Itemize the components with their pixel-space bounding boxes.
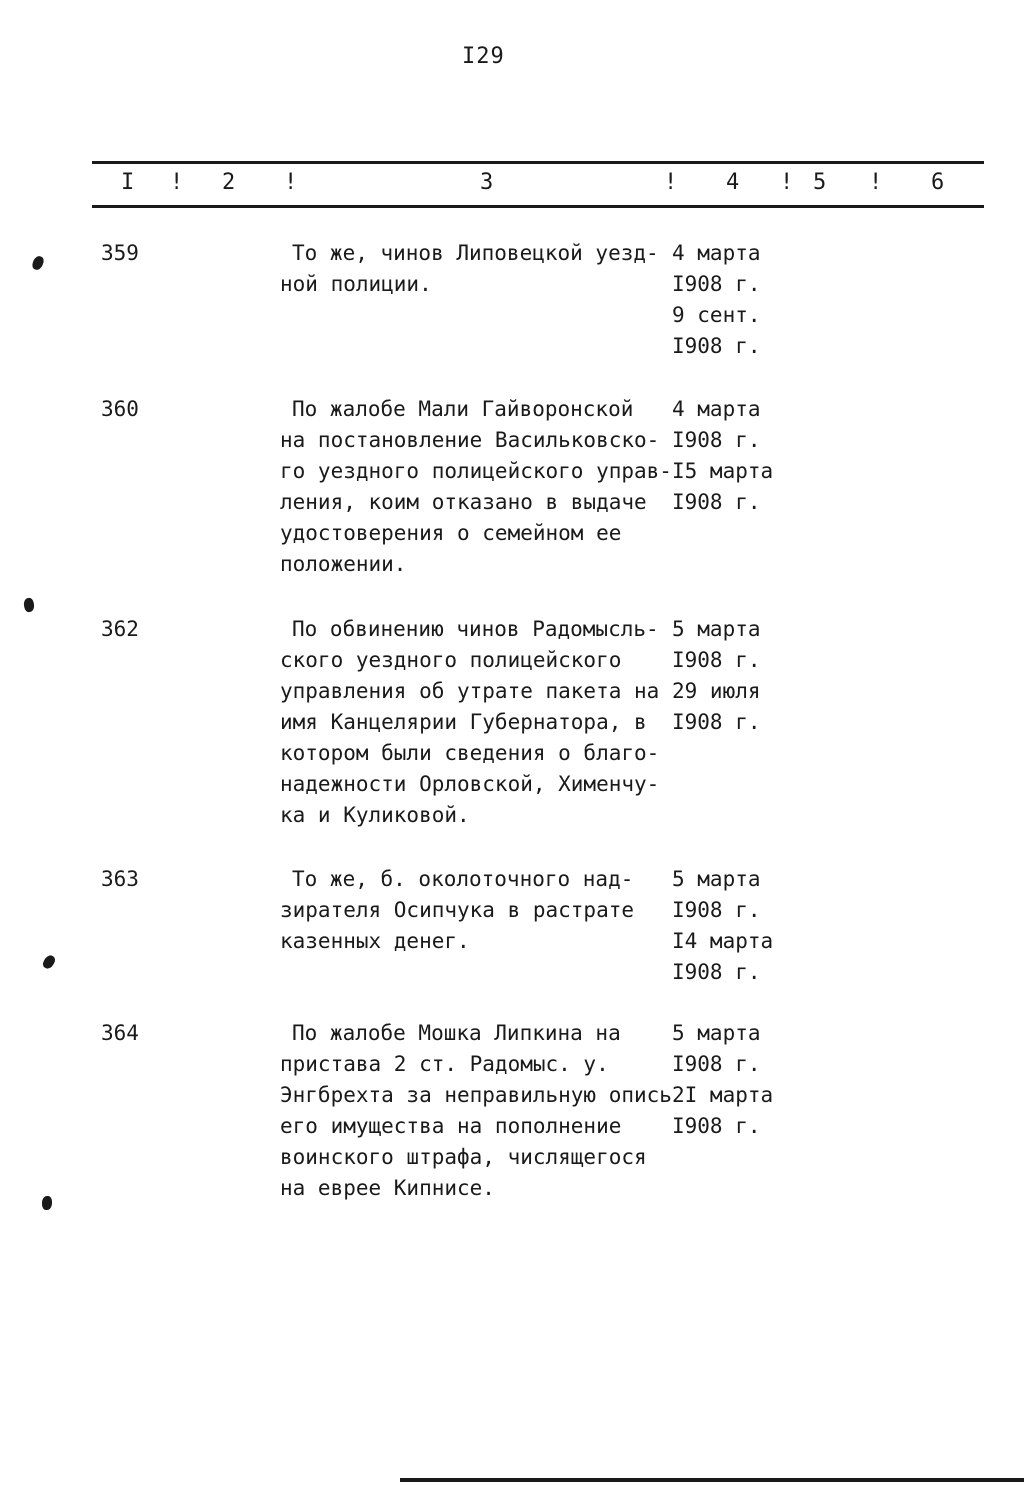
entry-description (280, 1018, 680, 1204)
description-line: го уездного полицейского управ- (280, 459, 672, 483)
entry-dates (672, 394, 812, 518)
header-col-5: 5 (813, 170, 827, 195)
binding-hole-mark (31, 255, 45, 272)
table-top-rule (92, 161, 984, 164)
scan-bottom-edge (400, 1478, 1024, 1482)
date-line: I4 марта (672, 929, 774, 953)
date-line: 5 марта (672, 867, 761, 891)
date-line: 5 марта (672, 1021, 761, 1045)
date-line: I908 г. (672, 428, 761, 452)
header-separator: ! (284, 170, 298, 195)
date-line: I908 г. (672, 490, 761, 514)
header-separator: ! (664, 170, 678, 195)
date-line: 4 марта (672, 397, 761, 421)
binding-hole-mark (42, 1196, 52, 1210)
date-line: I908 г. (672, 648, 761, 672)
header-col-6: 6 (931, 170, 945, 195)
description-line: пристава 2 ст. Радомыс. у. (280, 1052, 609, 1076)
date-line: I908 г. (672, 334, 761, 358)
header-col-3: 3 (480, 170, 494, 195)
description-line: По обвинению чинов Радомысль- (292, 617, 659, 641)
header-col-2: 2 (222, 170, 236, 195)
description-line: По жалобе Мали Гайворонской (292, 397, 634, 421)
entry-number: 359 (101, 241, 139, 265)
entry-number: 364 (101, 1021, 139, 1045)
date-line: I5 марта (672, 459, 774, 483)
page-number: I29 (462, 44, 505, 69)
entry-dates (672, 1018, 812, 1142)
binding-hole-mark (23, 597, 35, 613)
description-line: надежности Орловской, Хименчу- (280, 772, 660, 796)
description-line: котором были сведения о благо- (280, 741, 660, 765)
entry-description (280, 864, 680, 957)
date-line: 2I марта (672, 1083, 774, 1107)
entry-dates (672, 238, 812, 362)
date-line: I908 г. (672, 1052, 761, 1076)
date-line: I908 г. (672, 1114, 761, 1138)
entry-dates (672, 864, 812, 988)
date-line: I908 г. (672, 710, 761, 734)
header-col-1: I (121, 170, 135, 195)
description-line: воинского штрафа, числящегося (280, 1145, 647, 1169)
binding-hole-mark (41, 953, 57, 970)
description-line: ной полиции. (280, 272, 432, 296)
entry-number: 362 (101, 617, 139, 641)
description-line: ка и Куликовой. (280, 803, 470, 827)
description-line: зирателя Осипчука в растрате (280, 898, 635, 922)
description-line: на постановление Васильковско- (280, 428, 660, 452)
description-line: удостоверения о семейном ее (280, 521, 622, 545)
header-separator: ! (780, 170, 794, 195)
description-line: положении. (280, 552, 407, 576)
description-line: По жалобе Мошка Липкина на (292, 1021, 621, 1045)
description-line: казенных денег. (280, 929, 470, 953)
description-line: ления, коим отказано в выдаче (280, 490, 647, 514)
description-line: Энгбрехта за неправильную опись (280, 1083, 672, 1107)
table-header-rule (92, 205, 984, 208)
description-line: То же, чинов Липовецкой уезд- (292, 241, 659, 265)
description-line: управления об утрате пакета на (280, 679, 660, 703)
description-line: имя Канцелярии Губернатора, в (280, 710, 647, 734)
description-line: его имущества на пополнение (280, 1114, 622, 1138)
date-line: 5 марта (672, 617, 761, 641)
date-line: 29 июля (672, 679, 761, 703)
description-line: на еврее Кипнисе. (280, 1176, 495, 1200)
description-line: ского уездного полицейского (280, 648, 622, 672)
date-line: I908 г. (672, 272, 761, 296)
header-separator: ! (869, 170, 883, 195)
date-line: I908 г. (672, 898, 761, 922)
header-separator: ! (170, 170, 184, 195)
entry-number: 360 (101, 397, 139, 421)
header-col-4: 4 (726, 170, 740, 195)
description-line: То же, б. околоточного над- (292, 867, 634, 891)
date-line: I908 г. (672, 960, 761, 984)
entry-description (280, 394, 680, 580)
entry-description (280, 238, 680, 300)
entry-number: 363 (101, 867, 139, 891)
date-line: 4 марта (672, 241, 761, 265)
date-line: 9 сент. (672, 303, 761, 327)
entry-dates (672, 614, 812, 738)
entry-description (280, 614, 680, 831)
